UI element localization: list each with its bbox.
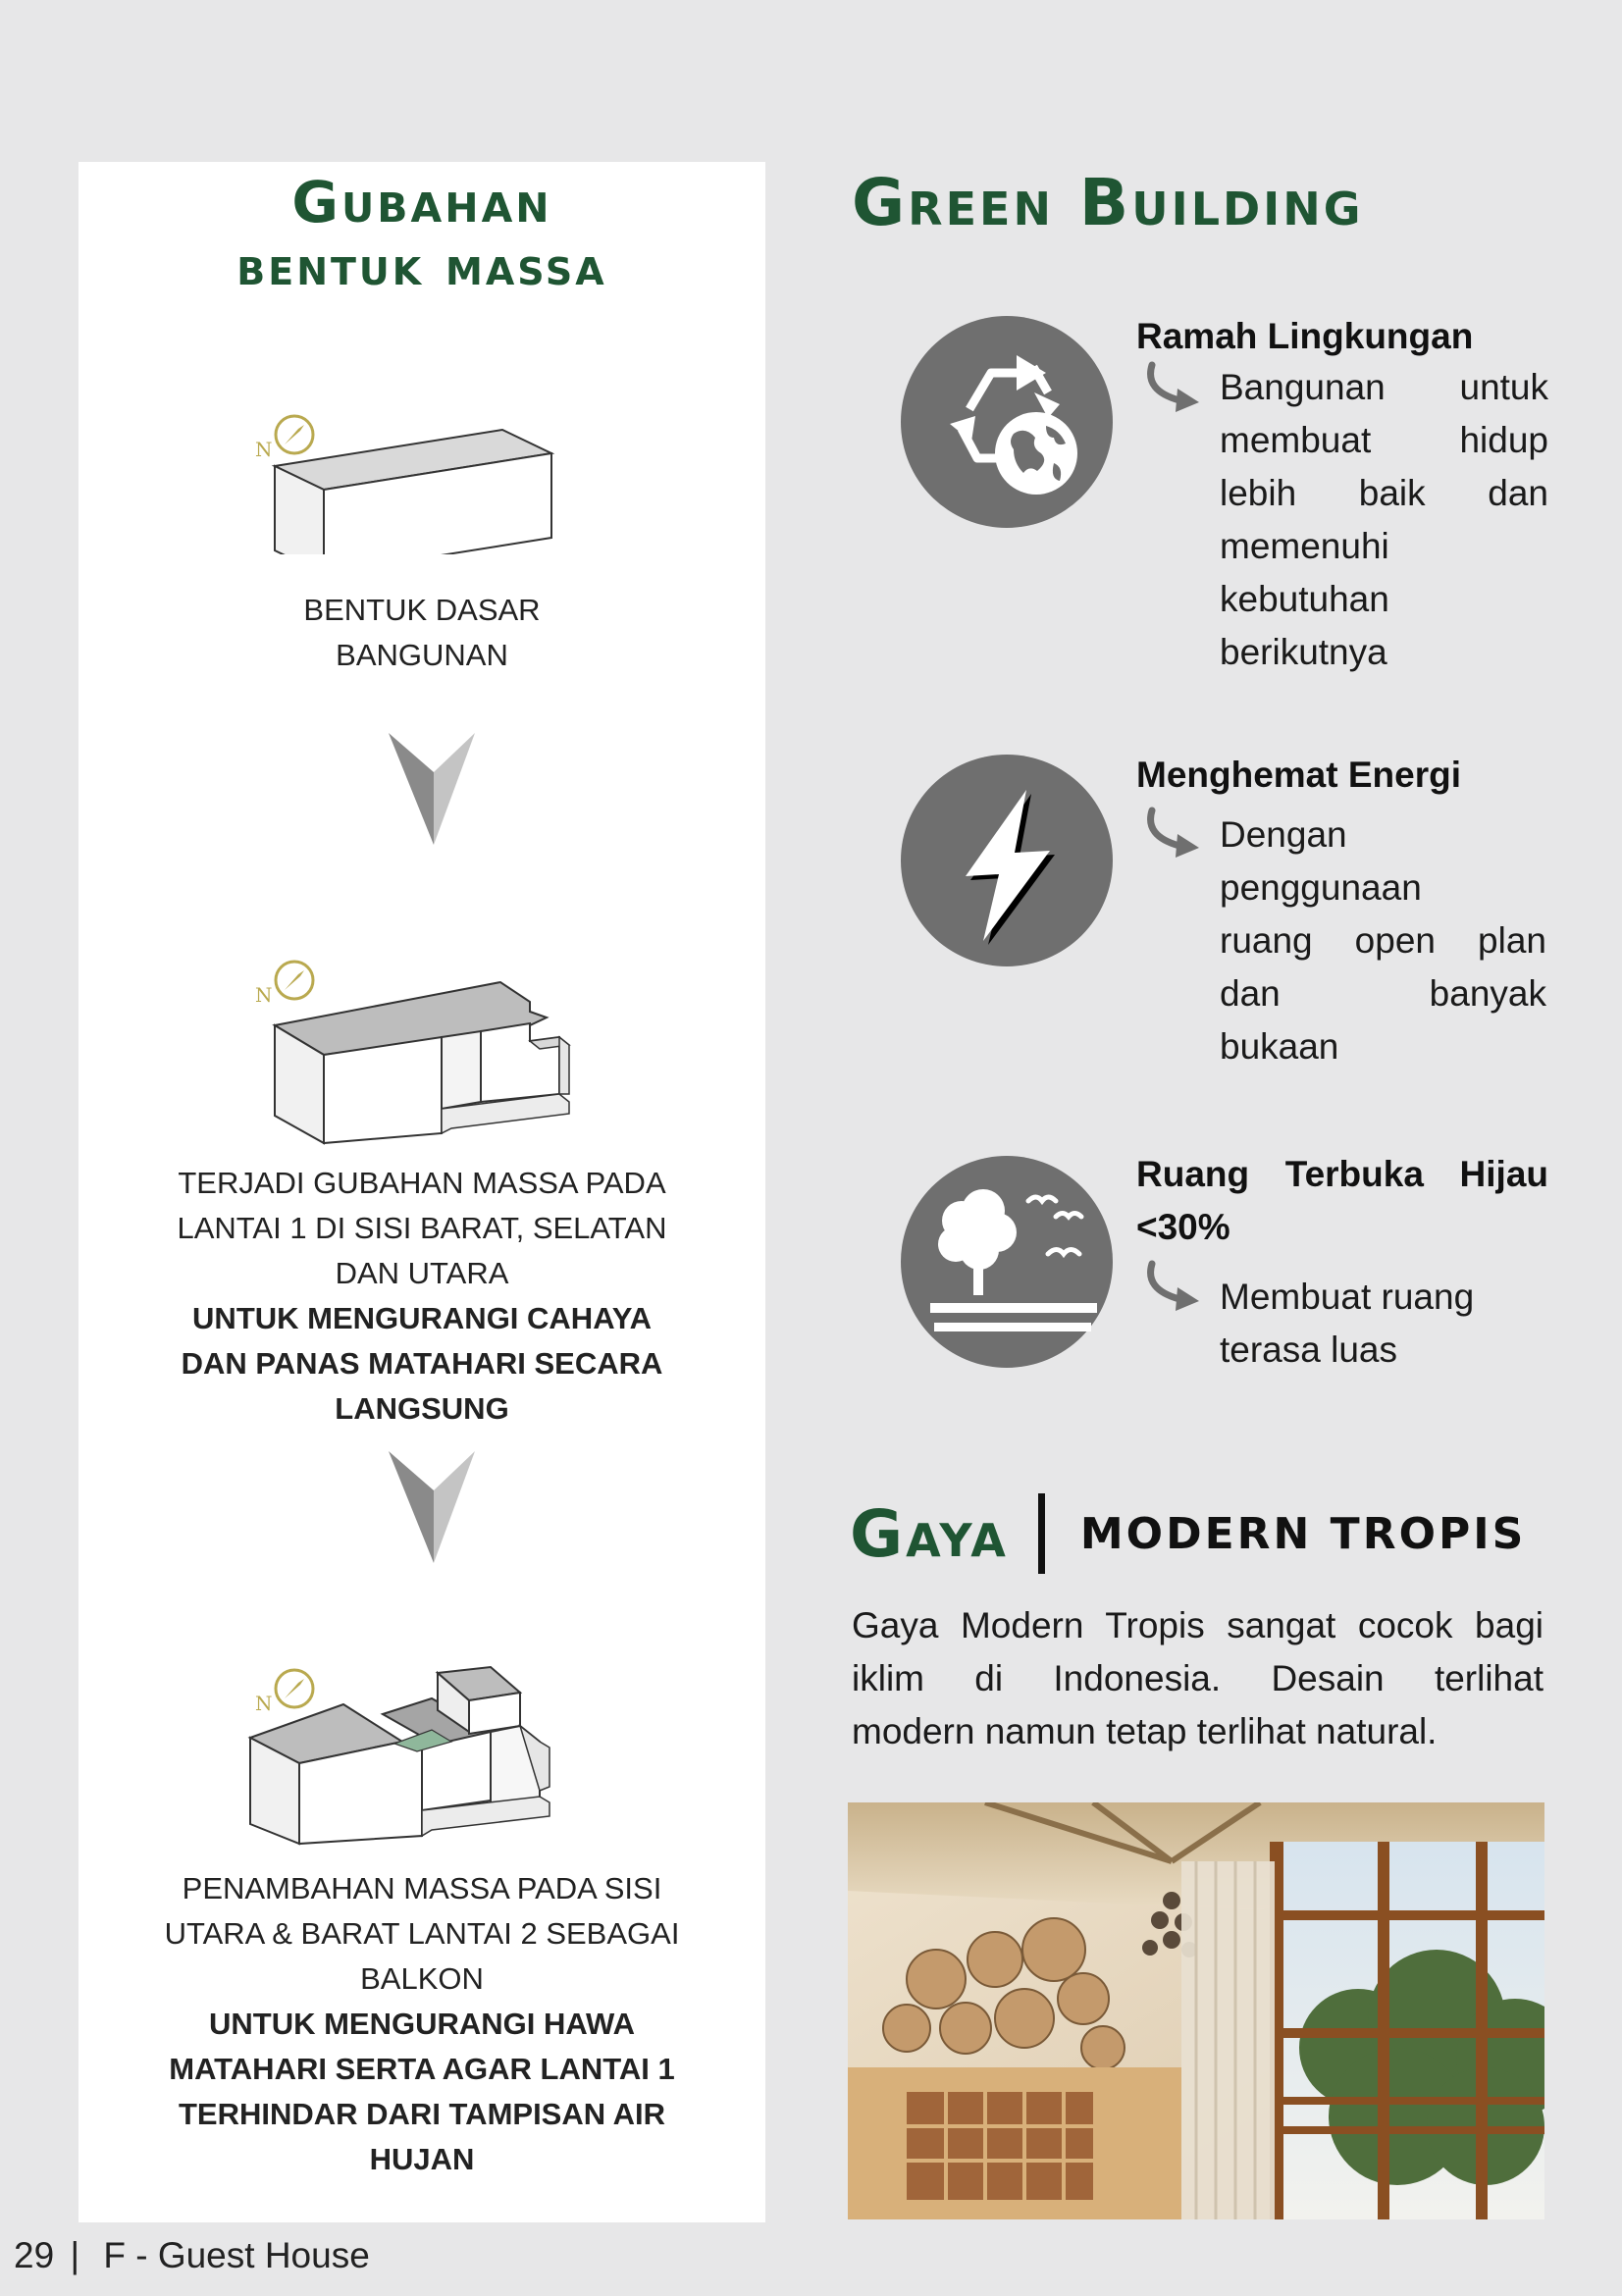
step3-caption-line: PENAMBAHAN MASSA PADA SISI: [182, 1871, 662, 1905]
footer-separator: |: [70, 2235, 80, 2275]
feature-desc-line: terasa luas: [1220, 1330, 1397, 1370]
feature-desc-line: memenuhi: [1220, 526, 1389, 566]
massing-title-line1: Gubahan: [291, 169, 552, 235]
step2-caption-bold-line: LANGSUNG: [335, 1391, 509, 1426]
massing-panel: [78, 162, 765, 2222]
compass-north-label: N: [255, 1692, 273, 1715]
compass-icon: [255, 416, 313, 461]
style-desc-line: modern namun tetap terlihat natural.: [852, 1711, 1438, 1751]
compass-north-label: N: [255, 983, 273, 1007]
style-divider: [1038, 1493, 1045, 1574]
step2-caption: [137, 1161, 706, 1432]
step2-caption-line: LANTAI 1 DI SISI BARAT, SELATAN: [177, 1211, 667, 1245]
feature-title-line: Ruang Terbuka Hijau: [1136, 1154, 1548, 1194]
footer-label: F - Guest House: [103, 2235, 370, 2275]
step3-caption-bold-line: UNTUK MENGURANGI HAWA: [209, 2007, 635, 2041]
step-arrow-icon: [383, 1447, 481, 1570]
style-heading: [850, 1489, 1526, 1578]
compass-north-label: N: [255, 438, 273, 461]
lightning-icon: [901, 755, 1113, 966]
massing-title-line2: bentuk massa: [236, 235, 607, 297]
feature-desc-line: membuat hidup: [1220, 420, 1548, 460]
recycle-globe-icon: [901, 316, 1113, 528]
feature-desc-line: lebih baik dan: [1220, 473, 1548, 513]
style-title: Gaya: [850, 1495, 1009, 1572]
feature-title-line: <30%: [1136, 1207, 1230, 1247]
feature-ruang-terbuka-hijau-title: [1136, 1148, 1548, 1254]
style-description: [852, 1599, 1544, 1758]
feature-desc-line: kebutuhan: [1220, 579, 1389, 619]
feature-desc-line: bukaan: [1220, 1026, 1339, 1067]
step2-caption-line: TERJADI GUBAHAN MASSA PADA: [178, 1166, 666, 1200]
step2-caption-line: DAN UTARA: [335, 1256, 509, 1290]
curved-arrow-icon: [1140, 361, 1209, 420]
feature-ramah-lingkungan-desc: [1220, 361, 1548, 679]
feature-ruang-terbuka-hijau-desc: [1220, 1271, 1548, 1377]
step1-caption-line: BENTUK DASAR: [303, 593, 541, 627]
feature-desc-line: Dengan: [1220, 814, 1347, 855]
step2-caption-bold-line: DAN PANAS MATAHARI SECARA: [181, 1346, 663, 1381]
step3-caption-bold-line: MATAHARI SERTA AGAR LANTAI 1: [169, 2052, 675, 2086]
step2-caption-bold-line: UNTUK MENGURANGI CAHAYA: [192, 1301, 652, 1335]
massing-title: [78, 170, 765, 299]
feature-desc-line: ruang open plan: [1220, 920, 1546, 961]
feature-desc-line: Membuat ruang: [1220, 1277, 1475, 1317]
feature-desc-line: berikutnya: [1220, 632, 1387, 672]
feature-desc-line: penggunaan: [1220, 867, 1422, 908]
step-arrow-icon: [383, 729, 481, 852]
step3-caption-line: UTARA & BARAT LANTAI 2 SEBAGAI: [164, 1916, 680, 1951]
basic-mass-diagram: [78, 378, 765, 554]
page-number: 29: [14, 2235, 55, 2275]
feature-ramah-lingkungan-title: Ramah Lingkungan: [1136, 316, 1474, 356]
page-footer: [14, 2235, 370, 2276]
step1-caption: [137, 588, 706, 678]
balcony-mass-diagram: [78, 1653, 765, 1869]
green-building-title: Green Building: [852, 165, 1364, 240]
style-desc-line: Gaya Modern Tropis sangat cocok bagi: [852, 1605, 1544, 1645]
carved-mass-diagram: [78, 947, 765, 1163]
feature-desc-line: dan banyak: [1220, 973, 1546, 1014]
step3-caption: [137, 1866, 706, 2182]
feature-desc-line: Bangunan untuk: [1220, 367, 1548, 407]
step3-caption-bold-line: HUJAN: [369, 2142, 475, 2176]
style-subtitle: MODERN TROPIS: [1079, 1508, 1527, 1559]
compass-icon: [255, 1670, 313, 1715]
compass-icon: [255, 962, 313, 1007]
step3-caption-bold-line: TERHINDAR DARI TAMPISAN AIR: [179, 2097, 665, 2131]
feature-menghemat-energi-title: Menghemat Energi: [1136, 755, 1461, 795]
tree-birds-icon: [901, 1156, 1113, 1368]
step1-caption-line: BANGUNAN: [336, 638, 508, 672]
style-desc-line: iklim di Indonesia. Desain terlihat: [852, 1658, 1544, 1698]
step3-caption-line: BALKON: [360, 1961, 484, 1996]
curved-arrow-icon: [1140, 1260, 1209, 1319]
interior-render-image: [848, 1802, 1544, 2219]
curved-arrow-icon: [1140, 807, 1209, 865]
feature-menghemat-energi-desc: [1220, 809, 1546, 1073]
